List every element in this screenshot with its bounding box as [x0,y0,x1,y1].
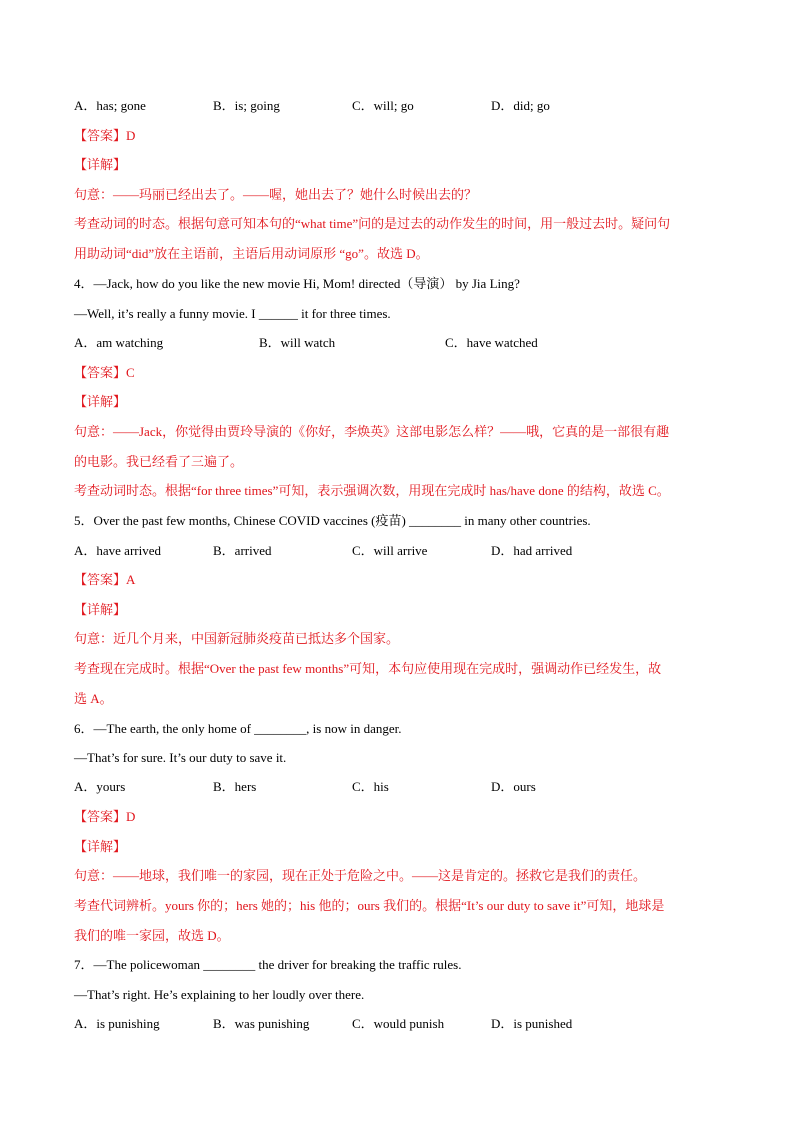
q3-answer: 【答案】D [74,128,136,143]
q3-meaning: 句意：——玛丽已经出去了。——喔，她出去了？她什么时候出去的？ [74,187,478,202]
q3-option-d: D．did; go [491,98,550,113]
q6-answer: 【答案】D [74,809,136,824]
q6-meaning: 句意：——地球，我们唯一的家园，现在正处于危险之中。——这是肯定的。拯救它是我们的责任。 [74,868,647,883]
q4-stem-line2: —Well, it’s really a funny movie. I ______ it for three times. [74,306,391,321]
q6-analysis-line1: 考查代词辨析。yours 你的；hers 她的；his 他的；ours 我们的。根据“It’s our duty to save it”可知，地球是 [74,898,665,913]
q7-stem-line1: 7．—The policewoman ________ the driver for breaking the traffic rules. [74,957,462,972]
q4-option-b: B．will watch [259,335,336,350]
q6-stem-line2: —That’s for sure. It’s our duty to save it. [74,750,287,765]
q5-option-d: D．had arrived [491,543,573,558]
q3-option-a: A．has; gone [74,98,146,113]
q5-analysis-line1: 考查现在完成时。根据“Over the past few months”可知，本句应使用现在完成时，强调动作已经发生，故 [74,661,662,676]
q3-detail-label: 【详解】 [74,157,127,172]
q3-analysis-line2: 用助动词“did”放在主语前，主语后用动词原形 “go”。故选 D。 [74,246,429,261]
q4-stem-line1: 4．—Jack, how do you like the new movie Hi, Mom! directed（导演） by Jia Ling? [74,276,520,291]
q6-option-a: A．yours [74,779,126,794]
q4-meaning-line1: 句意：——Jack，你觉得由贾玲导演的《你好，李焕英》这部电影怎么样？——哦，它真的是一部很有趣 [74,424,670,439]
q4-meaning-line2: 的电影。我已经看了三遍了。 [74,454,244,469]
q6-analysis-line2: 我们的唯一家园，故选 D。 [74,928,230,943]
q3-analysis-line1: 考查动词的时态。根据句意可知本句的“what time”问的是过去的动作发生的时间，用一般过去时。疑问句 [74,216,671,231]
q6-option-d: D．ours [491,779,536,794]
q6-option-b: B．hers [213,779,257,794]
q7-option-a: A．is punishing [74,1016,160,1031]
q5-option-a: A．have arrived [74,543,161,558]
q6-detail-label: 【详解】 [74,839,127,854]
q4-detail-label: 【详解】 [74,394,127,409]
q7-stem-line2: —That’s right. He’s explaining to her loudly over there. [74,987,365,1002]
q3-option-b: B．is; going [213,98,280,113]
q7-option-d: D．is punished [491,1016,573,1031]
q5-answer: 【答案】A [74,572,136,587]
q5-meaning: 句意：近几个月来，中国新冠肺炎疫苗已抵达多个国家。 [74,631,400,646]
q4-answer: 【答案】C [74,365,135,380]
q6-option-c: C．his [352,779,389,794]
q4-analysis: 考查动词时态。根据“for three times”可知，表示强调次数，用现在完成时 has/have done 的结构，故选 C。 [74,483,670,498]
q4-option-a: A．am watching [74,335,164,350]
q4-option-c: C．have watched [445,335,538,350]
q5-option-b: B．arrived [213,543,272,558]
q5-option-c: C．will arrive [352,543,428,558]
q5-analysis-line2: 选 A。 [74,691,113,706]
q7-option-c: C．would punish [352,1016,445,1031]
q5-stem: 5．Over the past few months, Chinese COVID vaccines (疫苗) ________ in many other countries. [74,513,591,528]
q3-option-c: C．will; go [352,98,414,113]
q7-option-b: B．was punishing [213,1016,310,1031]
q5-detail-label: 【详解】 [74,602,127,617]
q6-stem-line1: 6．—The earth, the only home of ________, is now in danger. [74,721,402,736]
